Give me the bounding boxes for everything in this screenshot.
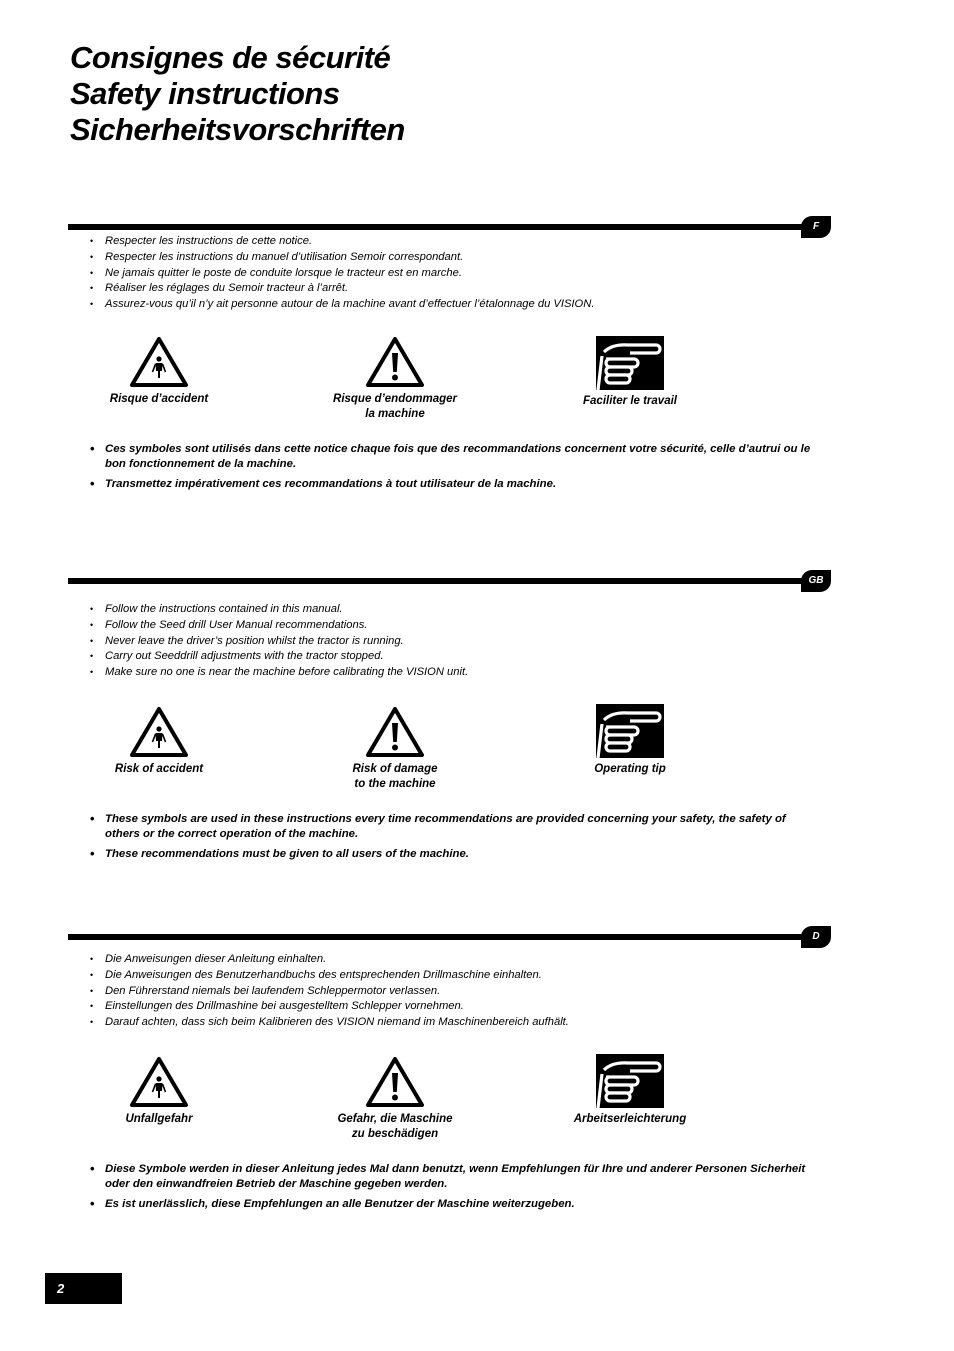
symbol-label: Risk of accident	[114, 763, 204, 775]
section-divider	[68, 224, 810, 230]
section-french	[0, 208, 954, 508]
list-item: • Follow the Seed drill User Manual recommendations.	[88, 618, 468, 634]
exclamation-warning-icon	[365, 336, 425, 388]
list-item: • Respecter les instructions de cette notice.	[88, 234, 594, 250]
symbol-damage	[305, 1056, 485, 1142]
symbol-damage	[305, 706, 485, 792]
list-item: • Die Anweisungen des Benutzerhandbuchs des entsprechenden Drillmaschine einhalten.	[88, 968, 569, 984]
exclamation-warning-icon	[365, 1056, 425, 1108]
symbol-label: Faciliter le travail	[583, 395, 677, 407]
pointing-hand-icon	[596, 1054, 664, 1108]
instruction-list	[88, 952, 569, 1031]
note-list	[88, 442, 818, 496]
title-english: Safety instructions	[70, 76, 340, 111]
instruction-list	[88, 602, 468, 681]
symbol-label: Risque d’accident	[109, 393, 209, 405]
accident-warning-icon	[129, 706, 189, 758]
page-number: 2	[45, 1273, 122, 1304]
list-item: • Ces symboles sont utilisés dans cette notice chaque fois que des recommandations concernent votre sécurité, celle d’autrui ou le bon fonctionnement de la machine.	[88, 442, 818, 473]
accident-warning-icon	[129, 1056, 189, 1108]
list-item: • These recommendations must be given to all users of the machine.	[88, 847, 818, 862]
symbol-label: Gefahr, die Maschine zu beschädigen	[337, 1113, 453, 1140]
symbol-tip	[540, 704, 720, 777]
list-item: • Transmettez impérativement ces recommandations à tout utilisateur de la machine.	[88, 477, 818, 492]
list-item: • Make sure no one is near the machine before calibrating the VISION unit.	[88, 665, 468, 681]
pointing-hand-icon	[596, 336, 664, 390]
title-french: Consignes de sécurité	[70, 40, 391, 75]
section-divider	[68, 578, 810, 584]
symbol-accident	[69, 1056, 249, 1127]
section-german	[0, 918, 954, 1218]
section-english	[0, 562, 954, 862]
symbol-damage	[305, 336, 485, 422]
language-badge: GB	[801, 570, 831, 592]
list-item: • Einstellungen des Drillmashine bei ausgestelltem Schlepper vornehmen.	[88, 999, 569, 1015]
symbol-label: Risk of damage to the machine	[352, 763, 438, 790]
page-title	[70, 40, 405, 148]
list-item: • Réaliser les réglages du Semoir tracteur à l’arrêt.	[88, 281, 594, 297]
section-divider	[68, 934, 810, 940]
symbol-label: Operating tip	[594, 763, 666, 775]
list-item: • Follow the instructions contained in this manual.	[88, 602, 468, 618]
list-item: • Never leave the driver’s position whilst the tractor is running.	[88, 634, 468, 650]
exclamation-warning-icon	[365, 706, 425, 758]
symbol-label: Unfallgefahr	[125, 1113, 193, 1125]
list-item: • Diese Symbole werden in dieser Anleitung jedes Mal dann benutzt, wenn Empfehlungen für Ihre und anderer Personen Sicherheit oder den einwandfreien Betrieb der Maschine gegeben werden.	[88, 1162, 818, 1193]
symbol-accident	[69, 706, 249, 777]
list-item: • Es ist unerlässlich, diese Empfehlungen an alle Benutzer der Maschine weiterzugeben.	[88, 1197, 818, 1212]
pointing-hand-icon	[596, 704, 664, 758]
instruction-list	[88, 234, 594, 313]
note-list	[88, 812, 818, 866]
list-item: • Carry out Seeddrill adjustments with the tractor stopped.	[88, 649, 468, 665]
language-badge: D	[801, 926, 831, 948]
symbol-tip	[540, 336, 720, 409]
symbol-label: Arbeitserleichterung	[573, 1113, 687, 1125]
note-list	[88, 1162, 818, 1216]
accident-warning-icon	[129, 336, 189, 388]
symbol-tip	[540, 1054, 720, 1127]
list-item: • These symbols are used in these instructions every time recommendations are provided concerning your safety, the safety of others or the correct operation of the machine.	[88, 812, 818, 843]
language-badge: F	[801, 216, 831, 238]
list-item: • Den Führerstand niemals bei laufendem Schleppermotor verlassen.	[88, 984, 569, 1000]
list-item: • Assurez-vous qu’il n’y ait personne autour de la machine avant d’effectuer l’étalonnage du VISION.	[88, 297, 594, 313]
list-item: • Ne jamais quitter le poste de conduite lorsque le tracteur est en marche.	[88, 266, 594, 282]
list-item: • Die Anweisungen dieser Anleitung einhalten.	[88, 952, 569, 968]
list-item: • Respecter les instructions du manuel d’utilisation Semoir correspondant.	[88, 250, 594, 266]
symbol-label: Risque d’endommager la machine	[333, 393, 457, 420]
symbol-accident	[69, 336, 249, 407]
title-german: Sicherheitsvorschriften	[70, 112, 405, 147]
list-item: • Darauf achten, dass sich beim Kalibrieren des VISION niemand im Maschinenbereich aufhält.	[88, 1015, 569, 1031]
